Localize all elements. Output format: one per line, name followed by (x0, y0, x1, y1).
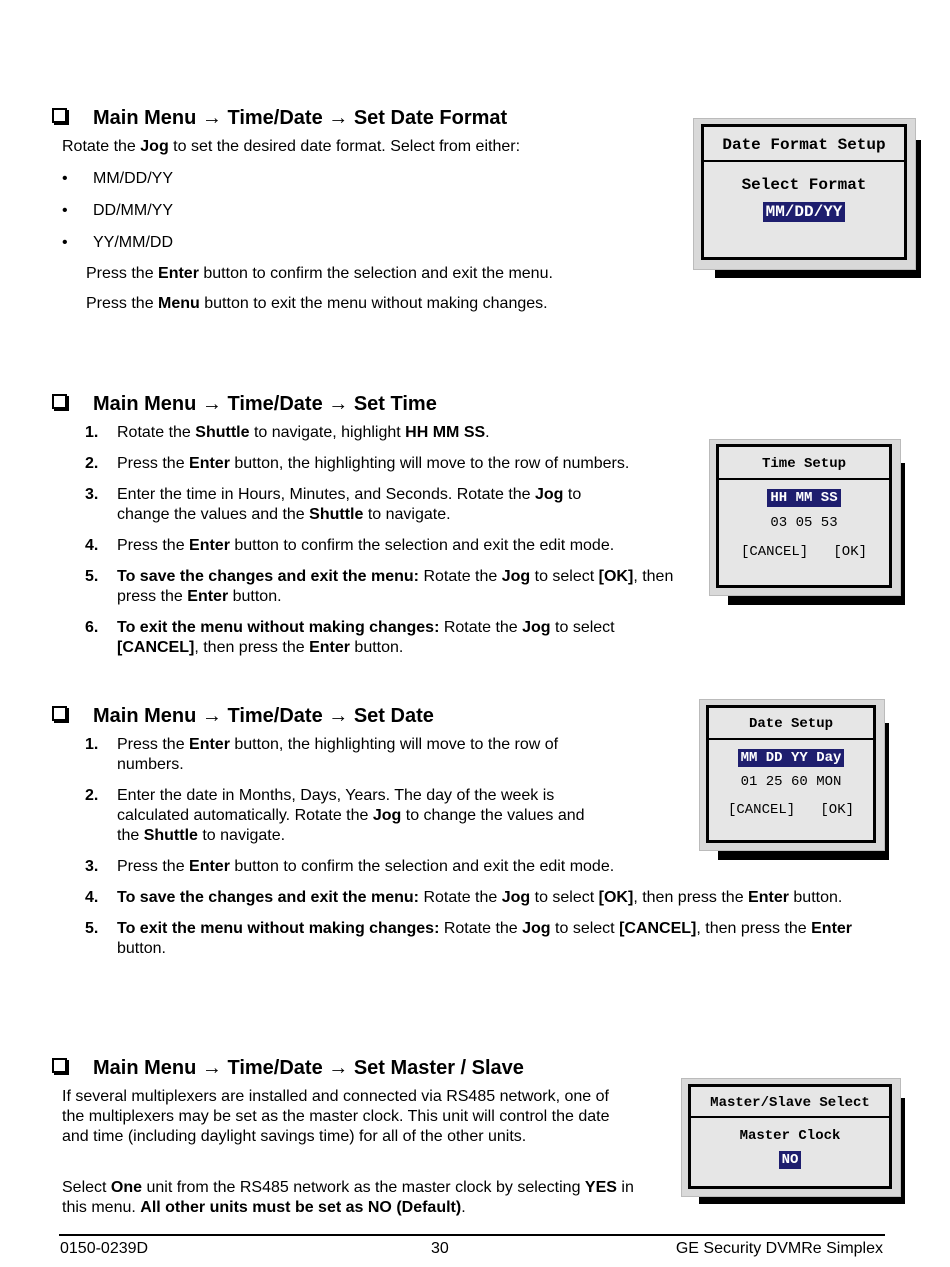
screen-line: Select Format (741, 176, 867, 194)
ok-option: [OK] (833, 544, 868, 560)
checkbox-square-icon (52, 394, 67, 409)
checkbox-square-icon (52, 1058, 67, 1073)
format-option: • MM/DD/YY (62, 170, 173, 187)
list-item: 3. Enter the time in Hours, Minutes, and Seconds. Rotate the Jog to change the values and the Shuttle to navigate. (85, 486, 582, 523)
date-format-setup-screen (693, 118, 923, 280)
screen-title: Master/Slave Select (691, 1087, 889, 1118)
arrow-right-icon: → (201, 705, 222, 727)
master-slave-instruction: Select One unit from the RS485 network as the master clock by selecting YES in this menu. All other units must be set as NO (Default). (62, 1179, 634, 1216)
list-item: 1. Rotate the Shuttle to navigate, highlight HH MM SS. (85, 424, 490, 441)
cancel-option: [CANCEL] (727, 802, 796, 818)
bullet-icon: • (62, 202, 68, 219)
arrow-right-icon: → (328, 107, 349, 129)
footer-rule (59, 1234, 885, 1236)
list-item: 5. To exit the menu without making changes: Rotate the Jog to select [CANCEL], then press the Enter button. (85, 920, 853, 957)
selected-format-value: MM/DD/YY (763, 202, 846, 222)
arrow-right-icon: → (328, 393, 349, 415)
cancel-option: [CANCEL] (740, 544, 809, 560)
list-item: 1. Press the Enter button, the highlighting will move to the row of numbers. (85, 736, 559, 773)
selected-value: NO (779, 1151, 802, 1169)
highlighted-field: HH MM SS (767, 489, 840, 507)
section-heading-set-time: Main Menu → Time/Date → Set Time (52, 393, 437, 416)
screen-title: Time Setup (719, 447, 889, 480)
arrow-right-icon: → (201, 1057, 222, 1079)
list-item: 2. Enter the date in Months, Days, Years. The day of the week is calculated automatically. Rotate the Jog to change the values and the Shuttle to navigate. (85, 787, 585, 844)
checkbox-square-icon (52, 108, 67, 123)
bullet-icon: • (62, 170, 68, 187)
arrow-right-icon: → (328, 1057, 349, 1079)
date-setup-screen (699, 699, 891, 862)
arrow-right-icon: → (201, 107, 222, 129)
list-item: 5. To save the changes and exit the menu: Rotate the Jog to select [OK], then press the Enter button. (85, 568, 674, 605)
list-item: 2. Press the Enter button, the highlighting will move to the row of numbers. (85, 455, 630, 472)
list-item: 4. To save the changes and exit the menu: Rotate the Jog to select [OK], then press the Enter button. (85, 889, 843, 906)
master-slave-description: If several multiplexers are installed and connected via RS485 network, one of the multiplexers may be set as the master clock. This unit will control the date and time (including daylight savings time) for all of the other units. (62, 1088, 610, 1145)
time-values: 03 05 53 (770, 515, 838, 531)
section-heading-date-format: Main Menu → Time/Date → Set Date Format (52, 107, 507, 130)
menu-instruction: Press the Menu button to exit the menu without making changes. (86, 295, 548, 312)
ok-option: [OK] (820, 802, 855, 818)
set-time-steps (85, 423, 685, 658)
footer-page-number: 30 (431, 1240, 449, 1257)
checkbox-square-icon (52, 706, 67, 721)
section-heading-master-slave: Main Menu → Time/Date → Set Master / Slave (52, 1057, 524, 1080)
time-setup-screen (709, 439, 907, 607)
format-option: • DD/MM/YY (62, 202, 173, 219)
arrow-right-icon: → (201, 393, 222, 415)
format-option: • YY/MM/DD (62, 234, 173, 251)
list-item: 4. Press the Enter button to confirm the selection and exit the edit mode. (85, 537, 615, 554)
master-slave-select-screen (681, 1078, 907, 1206)
arrow-right-icon: → (328, 705, 349, 727)
screen-title: Date Format Setup (704, 127, 904, 162)
footer-doc-number: 0150-0239D (60, 1240, 149, 1257)
screen-title: Date Setup (709, 708, 873, 740)
list-item: 6. To exit the menu without making changes: Rotate the Jog to select [CANCEL], then press the Enter button. (85, 619, 615, 656)
section-heading-set-date: Main Menu → Time/Date → Set Date (52, 705, 434, 728)
enter-instruction: Press the Enter button to confirm the selection and exit the menu. (86, 265, 553, 282)
highlighted-field: MM DD YY Day (738, 749, 845, 767)
list-item: 3. Press the Enter button to confirm the selection and exit the edit mode. (85, 858, 615, 875)
bullet-icon: • (62, 234, 68, 251)
date-format-intro: Rotate the Jog to set the desired date format. Select from either: (62, 138, 521, 155)
footer-product-name: GE Security DVMRe Simplex (675, 1240, 883, 1257)
screen-line: Master Clock (739, 1128, 841, 1144)
date-values: 01 25 60 MON (740, 774, 842, 790)
